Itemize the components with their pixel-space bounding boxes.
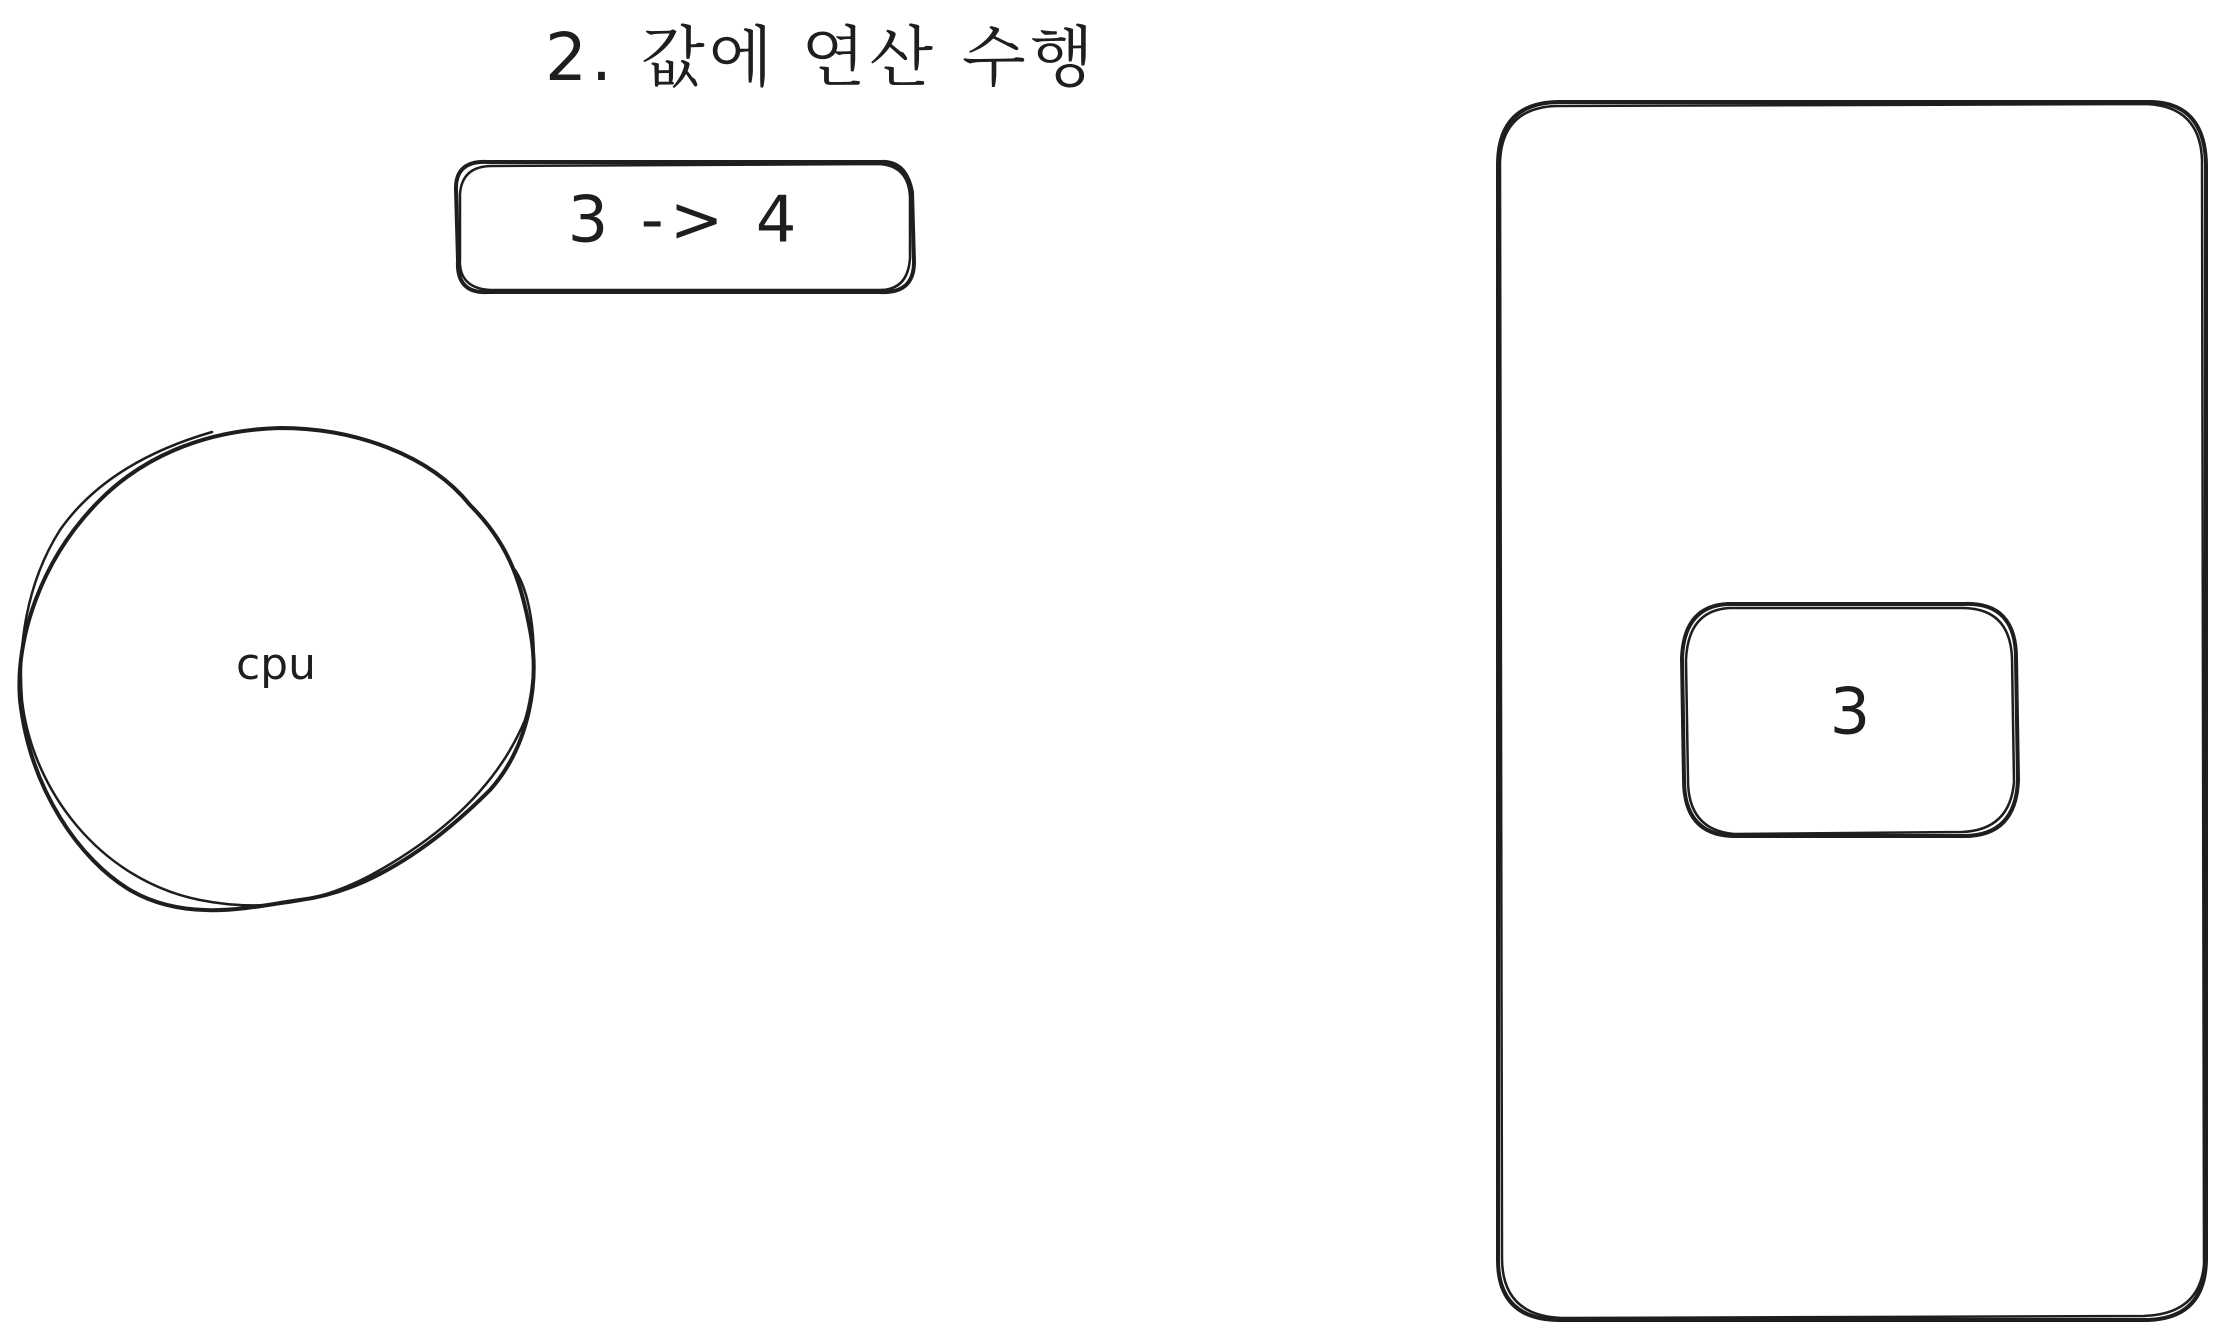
- operation-label: 3 -> 4: [567, 183, 803, 258]
- memory-cell: [1682, 604, 2018, 836]
- diagram-title: 2. 값에 연산 수행: [545, 19, 1098, 97]
- cpu-node: [19, 428, 533, 910]
- memory-value: 3: [1829, 675, 1871, 750]
- operation-box: [456, 162, 914, 292]
- cpu-label: cpu: [235, 639, 317, 690]
- memory-container: [1498, 102, 2206, 1320]
